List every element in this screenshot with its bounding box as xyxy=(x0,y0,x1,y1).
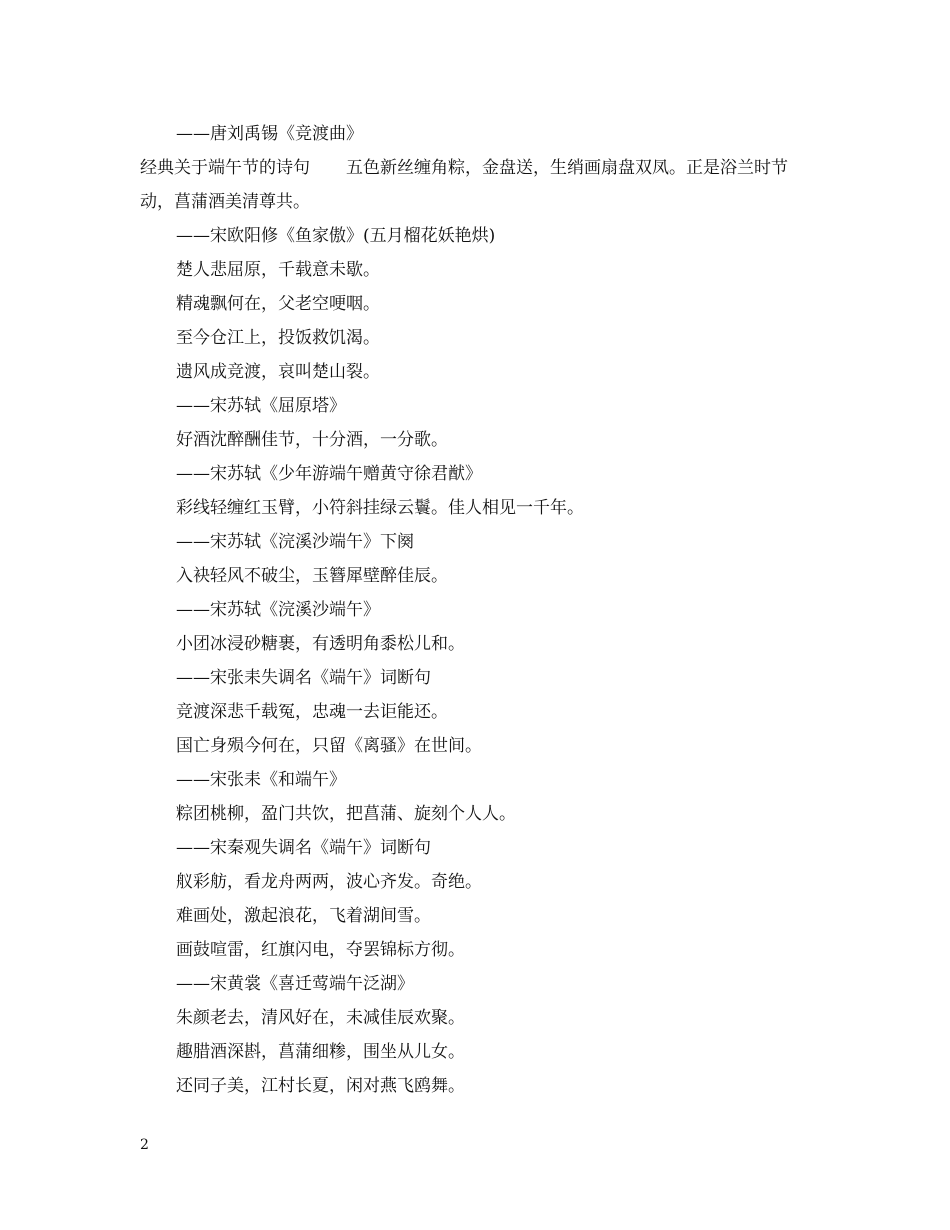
document-body xyxy=(140,117,820,1103)
poem-line: 至今仓江上，投饭救饥渴。 xyxy=(176,328,380,348)
poem-attribution: ——宋张耒《和端午》 xyxy=(176,770,346,790)
poem-line: 入袂轻风不破尘，玉簪犀壁醉佳辰。 xyxy=(176,566,448,586)
poem-line: 精魂飘何在，父老空哽咽。 xyxy=(176,294,380,314)
poem-line: 好酒沈醉酬佳节，十分酒，一分歌。 xyxy=(176,430,448,450)
poem-attribution: ——宋黄裳《喜迁莺端午泛湖》 xyxy=(176,974,414,994)
poem-attribution: ——宋苏轼《少年游端午赠黄守徐君猷》 xyxy=(176,464,482,484)
page-number: 2 xyxy=(140,1137,149,1153)
paragraph-heading-with-poem xyxy=(140,151,820,219)
poem-line: 粽团桃柳，盈门共饮，把菖蒲、旋刻个人人。 xyxy=(176,804,516,824)
poem-line: 五色新丝缠角粽，金盘送，生绡画扇盘双凤。正是浴兰时节动，菖蒲酒美清尊共。 xyxy=(140,158,788,212)
poem-line: 画鼓喧雷，红旗闪电，夺罢锦标方彻。 xyxy=(176,940,465,960)
poem-line: 彩线轻缠红玉臂，小符斜挂绿云鬟。佳人相见一千年。 xyxy=(176,498,584,518)
poem-attribution: ——宋张耒失调名《端午》词断句 xyxy=(176,668,431,688)
poem-line: 竞渡深悲千载冤，忠魂一去讵能还。 xyxy=(176,702,448,722)
poem-attribution: ——宋秦观失调名《端午》词断句 xyxy=(176,838,431,858)
poem-line: 还同子美，江村长夏，闲对燕飞鸥舞。 xyxy=(176,1076,465,1096)
poem-line: 趣腊酒深斟，菖蒲细糁，围坐从儿女。 xyxy=(176,1042,465,1062)
poem-line: 遗风成竞渡，哀叫楚山裂。 xyxy=(176,362,380,382)
poem-attribution: ——宋苏轼《浣溪沙端午》 xyxy=(176,600,380,620)
poem-line: 舣彩舫，看龙舟两两，波心齐发。奇绝。 xyxy=(176,872,482,892)
poem-attribution: ——宋欧阳修《鱼家傲》(五月榴花妖艳烘) xyxy=(176,226,496,246)
poem-attribution: ——宋苏轼《浣溪沙端午》下阕 xyxy=(176,532,414,552)
section-heading: 经典关于端午节的诗句 xyxy=(140,158,310,178)
poem-line: 楚人悲屈原，千载意未歇。 xyxy=(176,260,380,280)
poem-line: 难画处，激起浪花，飞着湖间雪。 xyxy=(176,906,431,926)
poem-line: 国亡身殒今何在，只留《离骚》在世间。 xyxy=(176,736,482,756)
poem-line: 朱颜老去，清风好在，未减佳辰欢聚。 xyxy=(176,1008,465,1028)
poem-line: 小团冰浸砂糖裹，有透明角黍松儿和。 xyxy=(176,634,465,654)
poem-attribution: ——宋苏轼《屈原塔》 xyxy=(176,396,346,416)
poem-attribution: ——唐刘禹锡《竞渡曲》 xyxy=(176,124,363,144)
